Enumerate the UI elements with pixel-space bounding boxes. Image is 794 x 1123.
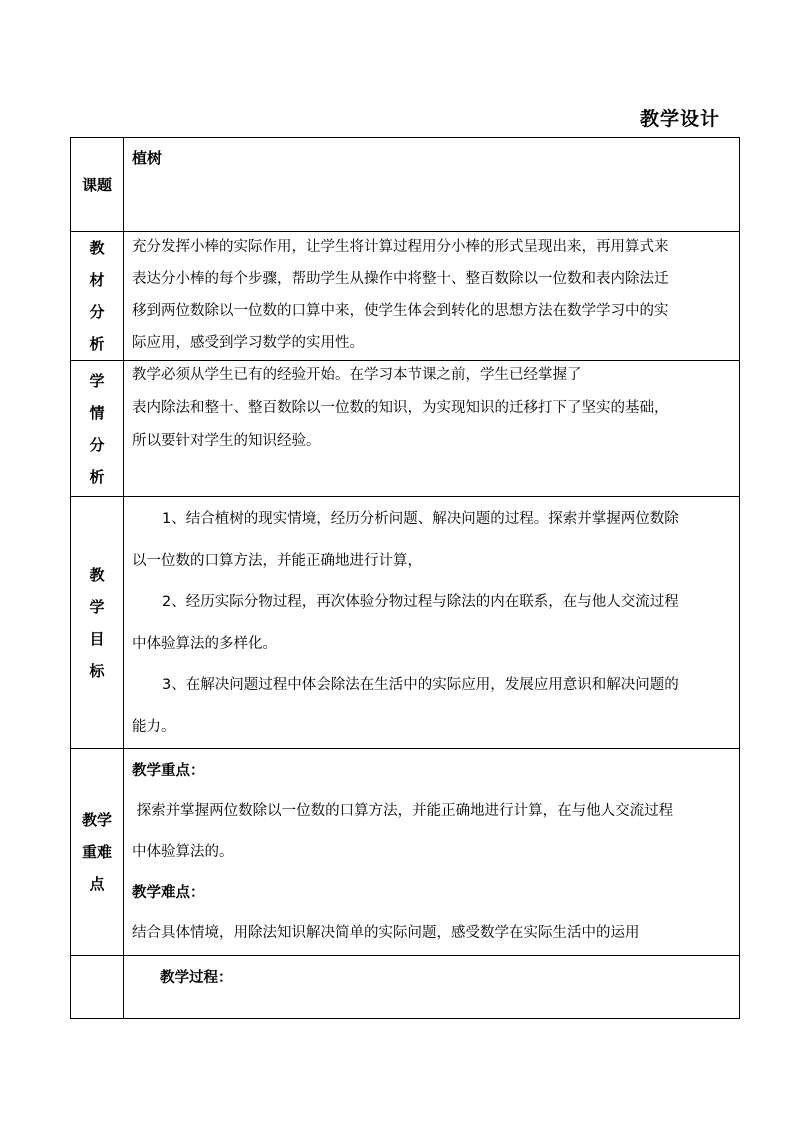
- text-line: 以一位数的口算方法，并能正确地进行计算，: [132, 552, 422, 569]
- topic-content-cell: [124, 138, 740, 232]
- text-line: 移到两位数除以一位数的口算中来，使学生体会到转化的思想方法在数学学习中的实: [132, 303, 669, 319]
- difficulty-heading: 教学难点：: [132, 885, 205, 901]
- text-line: 表内除法和整十、整百数除以一位数的知识，为实现知识的迁移打下了坚实的基础，: [132, 400, 669, 416]
- text-line: 能力。: [132, 718, 176, 735]
- key-points-content-cell: [124, 749, 740, 956]
- lesson-plan-table: [70, 137, 740, 1019]
- text-line: 充分发挥小棒的实际作用，让学生将计算过程用分小棒的形式呈现出来，再用算式来: [132, 239, 669, 255]
- topic-value: 植树: [132, 149, 163, 167]
- key-points-label: 教学 重难 点: [81, 811, 112, 893]
- document-title: 教学设计: [639, 108, 720, 130]
- topic-label: 课题: [81, 176, 112, 194]
- material-label: 教 材 分 析: [89, 239, 105, 353]
- text-line: 2、经历实际分物过程，再次体验分物过程与除法的内在联系，在与他人交流过程: [162, 594, 679, 610]
- goals-label-cell: [71, 497, 124, 749]
- goals-content-cell: [124, 497, 740, 749]
- text-line: 中体验算法的。: [132, 844, 234, 860]
- text-line: 教学必须从学生已有的经验开始。在学习本节课之前，学生已经掌握了: [132, 367, 582, 383]
- text-line: 3、在解决问题过程中体会除法在生活中的实际应用，发展应用意识和解决问题的: [162, 677, 679, 693]
- process-heading: 教学过程：: [160, 970, 233, 986]
- student-analysis-row: [71, 361, 740, 497]
- student-text: [132, 359, 739, 458]
- text-line: 所以要针对学生的知识经验。: [132, 433, 321, 449]
- text-line: 1、结合植树的现实情境，经历分析问题、解决问题的过程。探索并掌握两位数除: [162, 511, 679, 527]
- text-line: 表达分小棒的每个步骤，帮助学生从操作中将整十、整百数除以一位数和表内除法迁: [132, 271, 669, 287]
- key-points-label-cell: [71, 749, 124, 956]
- student-label: 学 情 分 析: [89, 371, 105, 486]
- material-analysis-row: [71, 232, 740, 361]
- focus-heading: 教学重点：: [132, 763, 205, 779]
- material-content-cell: [124, 232, 740, 361]
- topic-label-cell: [71, 138, 124, 232]
- process-row: [71, 956, 740, 1019]
- text-line: 中体验算法的多样化。: [132, 635, 277, 652]
- material-label-cell: [71, 232, 124, 361]
- key-points-row: [71, 749, 740, 956]
- teaching-goals-row: [71, 497, 740, 749]
- goals-text: [132, 499, 739, 748]
- process-content-cell: [124, 956, 740, 1019]
- process-label-cell: [71, 956, 124, 1019]
- text-line: 结合具体情境，用除法知识解决简单的实际问题，感受数学在实际生活中的运用: [132, 925, 640, 941]
- student-label-cell: [71, 361, 124, 497]
- material-text: [132, 231, 739, 359]
- text-line: 际应用，感受到学习数学的实用性。: [132, 335, 364, 351]
- topic-row: [71, 138, 740, 232]
- text-line: 探索并掌握两位数除以一位数的口算方法，并能正确地进行计算，在与他人交流过程: [132, 803, 674, 819]
- student-content-cell: [124, 361, 740, 497]
- goals-label: 教 学 目 标: [89, 565, 105, 680]
